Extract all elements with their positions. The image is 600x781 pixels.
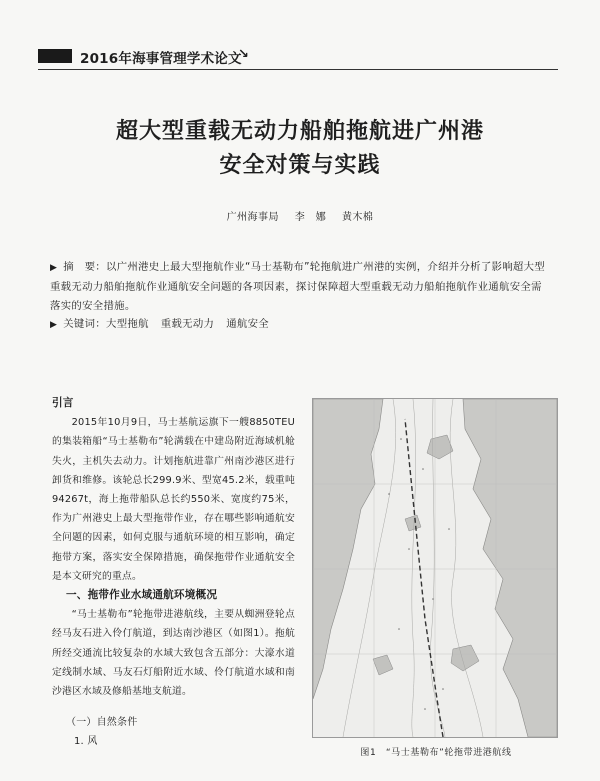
- figure-caption: 图1 “马士基勒布”轮拖带进港航线: [360, 748, 512, 758]
- figure-route-map: [312, 398, 558, 738]
- subsubsection-heading: 1. 风: [74, 736, 98, 748]
- intro-paragraph: 2015年10月9日，马士基航运旗下一艘8850TEU的集装箱船“马士基勒布”轮满载在中建岛附近海域机舱失火，主机失去动力。计划拖航进靠广州南沙港区进行卸货和维修。该轮总长299.9米、型宽45.2米，载重吨94267t，海上拖带船队总长约550米、宽度约75米，作为广州港史上最大型拖带作业，存在哪些影响通航安全问题的因素，如何克服与通航环境的相互影响，确定拖带方案，落实安全保障措施，确保拖带作业通航安全是本文研究的重点。: [52, 417, 295, 582]
- article-title-line1: 超大型重载无动力船舶拖航进广州港: [115, 119, 484, 144]
- keyword: 大型拖航: [106, 318, 149, 330]
- depth-soundings: [388, 438, 450, 710]
- abstract-text: 以广州港史上最大型拖航作业“马士基勒布”轮拖航进广州港的实例，介绍并分析了影响超大型重载无动力船舶拖航作业通航安全问题的各项因素，探讨保障超大型重载无动力船舶拖航作业通航安全需落实的安全措施。: [50, 261, 545, 312]
- keyword: 通航安全: [226, 318, 269, 330]
- island-2: [405, 515, 421, 531]
- header-divider: [38, 69, 558, 70]
- body-column-left: [52, 394, 295, 752]
- triangle-bullet-icon: ▶: [50, 320, 58, 330]
- keywords-label: 关键词：: [63, 318, 106, 330]
- land-mass-east: [463, 399, 557, 737]
- author-name: 李 娜: [294, 212, 327, 223]
- keywords: [50, 316, 550, 333]
- article-title: [0, 115, 600, 183]
- header-title: 2016年海事管理学术论文: [80, 51, 242, 67]
- island-4: [373, 655, 393, 675]
- intro-heading: 引言: [52, 397, 74, 409]
- towing-route-line: [405, 419, 443, 737]
- author-line: [0, 208, 600, 223]
- running-header: [38, 47, 558, 67]
- author-name: 黄木棉: [341, 212, 374, 223]
- nautical-chart-image: [313, 399, 557, 737]
- abstract-label: 摘 要：: [63, 261, 106, 273]
- island-1: [427, 435, 453, 459]
- author-affiliation: 广州海事局: [226, 212, 280, 223]
- section1-paragraph: “马士基勒布”轮拖带进港航线，主要从蜘洲登轮点经马友石进入伶仃航道，到达南沙港区（如图1）。拖航所经交通流比较复杂的水域大致包含五部分：大濠水道定线制水域、马友石灯船附近水域、伶仃航道水域和南沙港区水域及修船基地支航道。: [52, 609, 295, 698]
- abstract: [50, 258, 550, 316]
- subsection-heading: （一）自然条件: [66, 717, 138, 729]
- article-title-line2: 安全对策与实践: [219, 153, 381, 178]
- header-arrow-icon: ↘: [238, 47, 249, 62]
- header-block-decoration: [38, 49, 72, 63]
- triangle-bullet-icon: ▶: [50, 263, 58, 273]
- section1-heading: 一、拖带作业水域通航环境概况: [66, 589, 218, 602]
- keyword: 重载无动力: [160, 318, 215, 330]
